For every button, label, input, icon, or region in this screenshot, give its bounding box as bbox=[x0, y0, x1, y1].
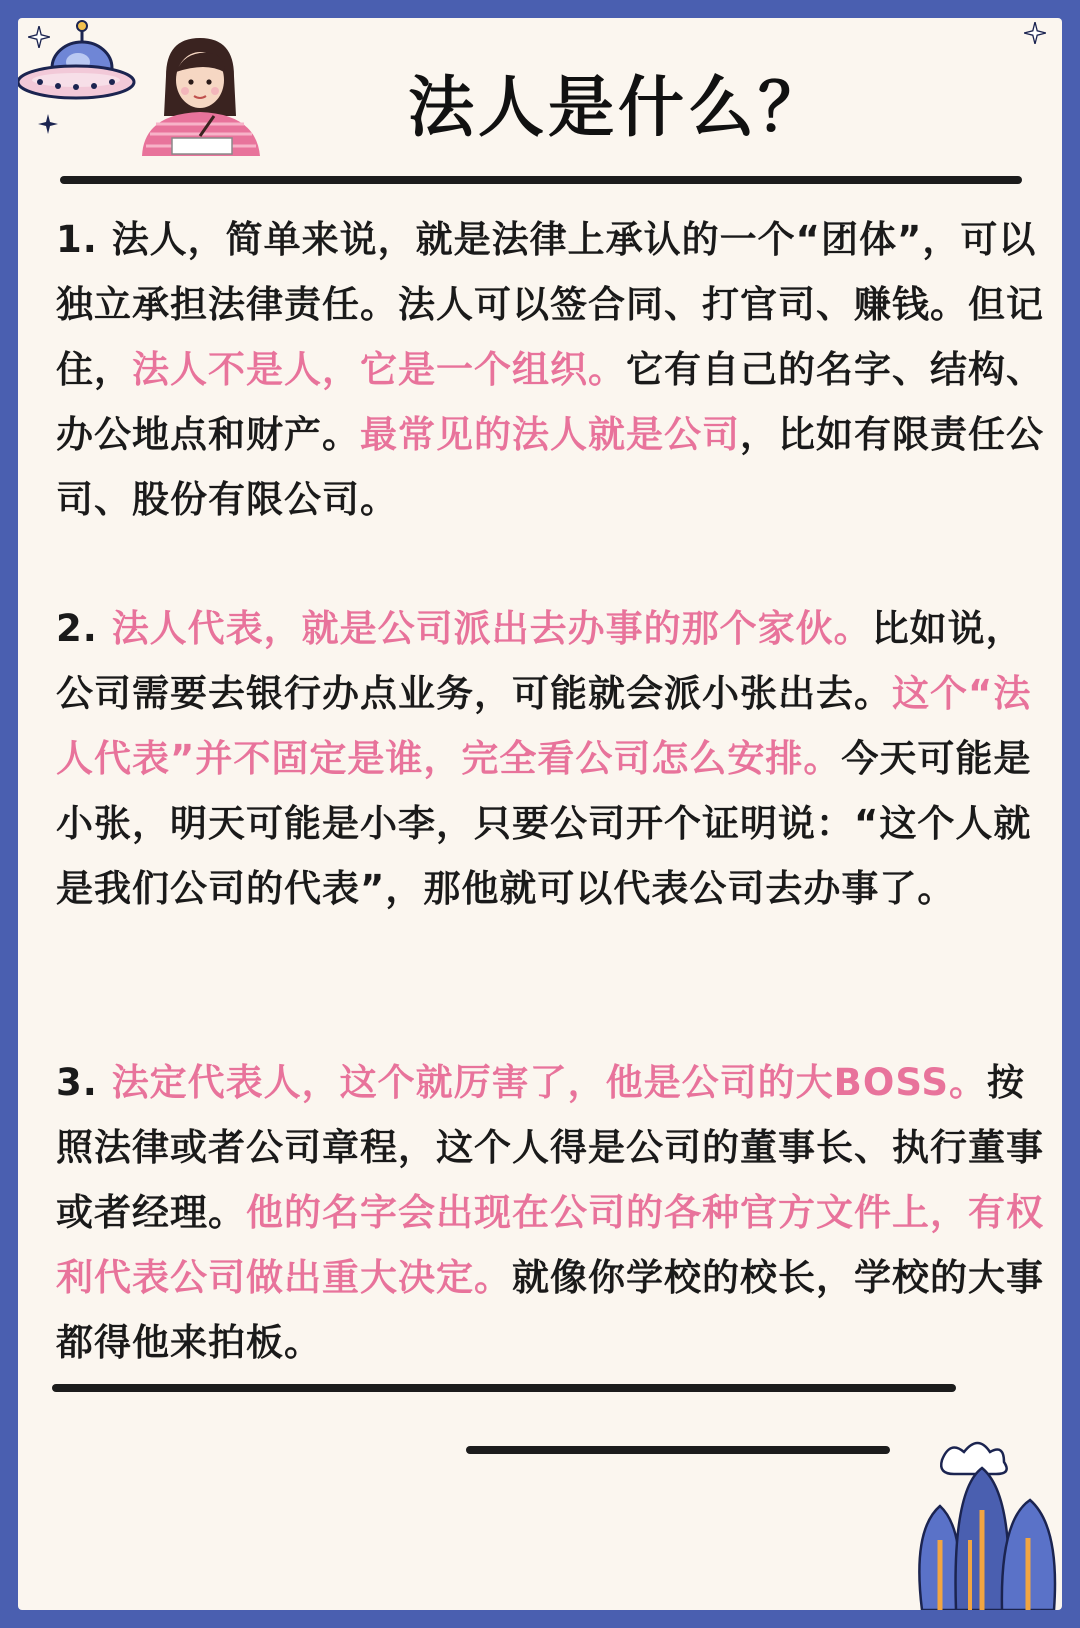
sparkle-icon bbox=[1024, 22, 1046, 44]
highlighted-text: 最常见的法人就是公司 bbox=[360, 413, 740, 456]
highlighted-text: 法人代表，就是公司派出去办事的那个家伙。 bbox=[111, 607, 872, 650]
body-text: 法人，简单来说，就是法律上承认的一个“团体”，可以独立承担法律责任。法人可以签合同、打官司、赚钱。但记住， bbox=[56, 218, 1044, 391]
short-divider bbox=[466, 1446, 890, 1454]
body-text: ，比如有限责任公司、股份有限公司。 bbox=[56, 413, 1044, 521]
tree-cluster-illustration bbox=[912, 1420, 1062, 1610]
paragraph-number: 2. bbox=[56, 607, 112, 650]
paragraph-2 bbox=[56, 596, 1046, 921]
sparkle-icon bbox=[28, 26, 50, 48]
body-text: 它有自己的名字、结构、办公地点和财产。 bbox=[56, 348, 1044, 456]
paragraph-number: 1. bbox=[56, 218, 112, 261]
highlighted-text: 他的名字会出现在公司的各种官方文件上，有权利代表公司做出重大决定。 bbox=[56, 1191, 1044, 1299]
sparkle-icon bbox=[38, 114, 58, 134]
card bbox=[18, 18, 1062, 1610]
body-text: 按照法律或者公司章程，这个人得是公司的董事长、执行董事或者经理。 bbox=[56, 1061, 1044, 1234]
bottom-divider bbox=[52, 1384, 956, 1392]
body-text: 比如说，公司需要去银行办点业务，可能就会派小张出去。 bbox=[56, 607, 1024, 715]
body-text: 今天可能是小张，明天可能是小李，只要公司开个证明说：“这个人就是我们公司的代表”，那他就可以代表公司去办事了。 bbox=[56, 737, 1032, 910]
page-title: 法人是什么？ bbox=[408, 69, 828, 146]
title-divider bbox=[60, 176, 1022, 184]
body-text: 就像你学校的校长，学校的大事都得他来拍板。 bbox=[56, 1256, 1044, 1364]
paragraph-1 bbox=[56, 207, 1046, 532]
paragraph-3 bbox=[56, 1050, 1046, 1375]
highlighted-text: 法人不是人，它是一个组织。 bbox=[132, 348, 626, 391]
girl-writing-illustration bbox=[136, 32, 266, 158]
highlighted-text: 法定代表人，这个就厉害了，他是公司的大BOSS。 bbox=[111, 1061, 987, 1104]
paragraph-number: 3. bbox=[56, 1061, 112, 1104]
highlighted-text: 这个“法人代表”并不固定是谁，完全看公司怎么安排。 bbox=[56, 672, 1032, 780]
